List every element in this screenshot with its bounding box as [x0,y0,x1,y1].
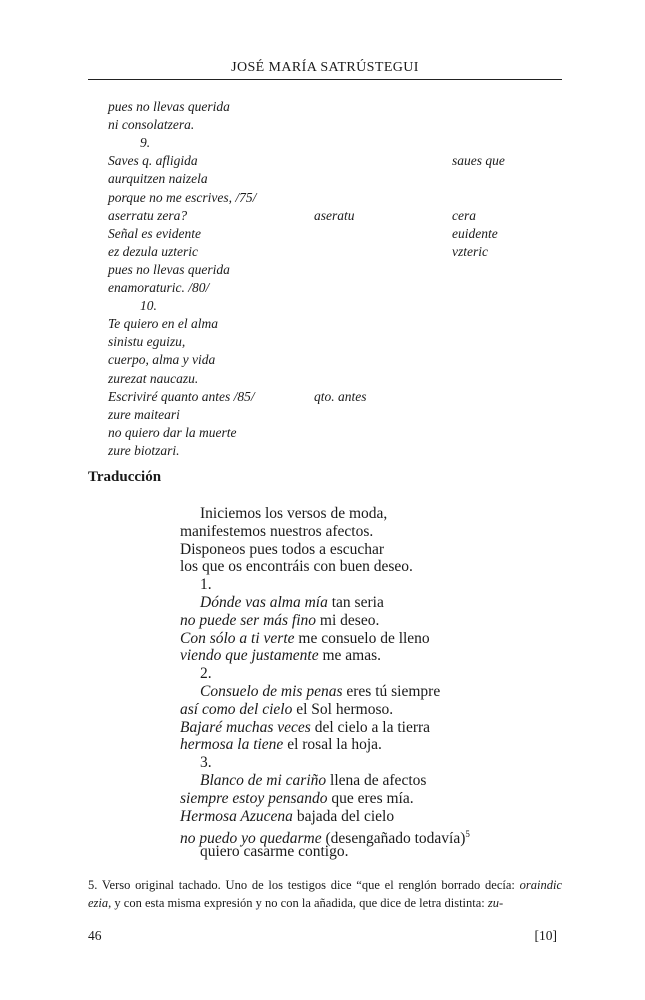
verse-line: enamoraturic. /80/ [108,280,210,295]
footnote-run: 5. Verso original tachado. Uno de los testigos dice “que el renglón borrado decía: [88,878,520,892]
verse-line: Escriviré quanto antes /85/ [108,388,255,404]
footnote [88,876,562,912]
header-rule [88,79,562,80]
page-number: 46 [88,928,102,943]
text-run: me amas. [318,647,382,665]
verse-line: ni consolatzera. [108,117,195,133]
text-run: hermosa la tiene [180,736,284,754]
verse-line: porque no me escrives, /75/ [108,189,257,205]
verse-spelling: saues que [452,153,505,169]
text-run: Con sólo a ti verte [180,629,295,647]
text-run: Consuelo de mis penas [200,683,343,700]
text-run: Bajaré muchas veces [180,718,311,736]
verse-line: cuerpo, alma y vida [108,352,216,368]
text-run: no puedo yo quedarme [180,830,322,848]
verse-line: sinistu eguizu, [108,334,186,350]
verse-line: zurezat naucazu. [108,370,199,386]
text-run: Disponeos pues todos a escuchar [180,540,385,558]
verse-line: aurquitzen naizela [108,171,208,187]
text-run: Dónde vas alma mía [200,594,328,611]
text-run: Iniciemos los versos de moda, [200,505,388,522]
section-title: Traducción [88,469,162,485]
verse-line: pues no llevas querida [108,261,230,277]
text-run: (desengañado todavía) [321,830,466,848]
running-header: JOSÉ MARÍA SATRÚSTEGUI [231,60,419,75]
text-run: siempre estoy pensando [180,789,328,807]
footnote-run: , y con esta misma expresión y no con la añadida, que dice de letra distinta: [108,896,488,910]
page-code: [10] [534,928,557,943]
verse-line: 10. [140,298,157,314]
verse-spelling: euidente [452,225,498,241]
verse-line: Saves q. afligida [108,153,198,169]
text-run: que eres mía. [327,789,414,807]
verse-variant: aseratu [314,207,355,223]
translation-line [200,842,348,862]
text-run: el rosal la hoja. [283,736,382,754]
verse-line: ez dezula uzteric [108,243,198,259]
verse-line: zure biotzari. [108,442,180,458]
text-run: el Sol hermoso. [292,700,394,718]
verse-line: Te quiero en el alma [108,316,218,332]
text-run: Hermosa Azucena [180,807,293,825]
verse-line: zure maiteari [108,406,180,422]
verse-spelling: vzteric [452,243,488,259]
verse-line: Señal es evidente [108,225,201,241]
text-run: 2. [200,665,212,683]
verse-variant: qto. antes [314,388,367,404]
verse-line: aserratu zera? [108,207,188,223]
text-run: viendo que justamente [180,647,319,665]
text-run: bajada del cielo [292,807,395,825]
text-run: los que os encontráis con buen deseo. [180,558,413,576]
footnote-run: oraindic ezia [88,878,562,910]
text-run: así como del cielo [180,700,293,718]
text-run: manifestemos nuestros afectos. [180,522,374,540]
text-run: eres tú siempre [342,683,441,700]
text-run: 1. [200,576,212,594]
translation-line [180,557,413,577]
text-run: no puede ser más fino [180,611,317,629]
text-run: tan seria [327,594,384,611]
text-run: me consuelo de lleno [294,629,430,647]
text-run: 3. [200,754,212,772]
footnote-run: zu- [487,896,504,910]
verse-line: 9. [140,135,151,151]
verse-line: no quiero dar la muerte [108,424,237,440]
text-run: llena de afectos [326,772,427,789]
footnote-ref: 5 [465,829,470,840]
verse-line: pues no llevas querida [108,99,230,114]
text-run: mi deseo. [316,611,380,629]
verse-spelling: cera [452,207,476,223]
text-run: Blanco de mi cariño [200,772,327,789]
text-run: quiero casarme contigo. [200,843,349,861]
text-run: del cielo a la tierra [310,718,431,736]
